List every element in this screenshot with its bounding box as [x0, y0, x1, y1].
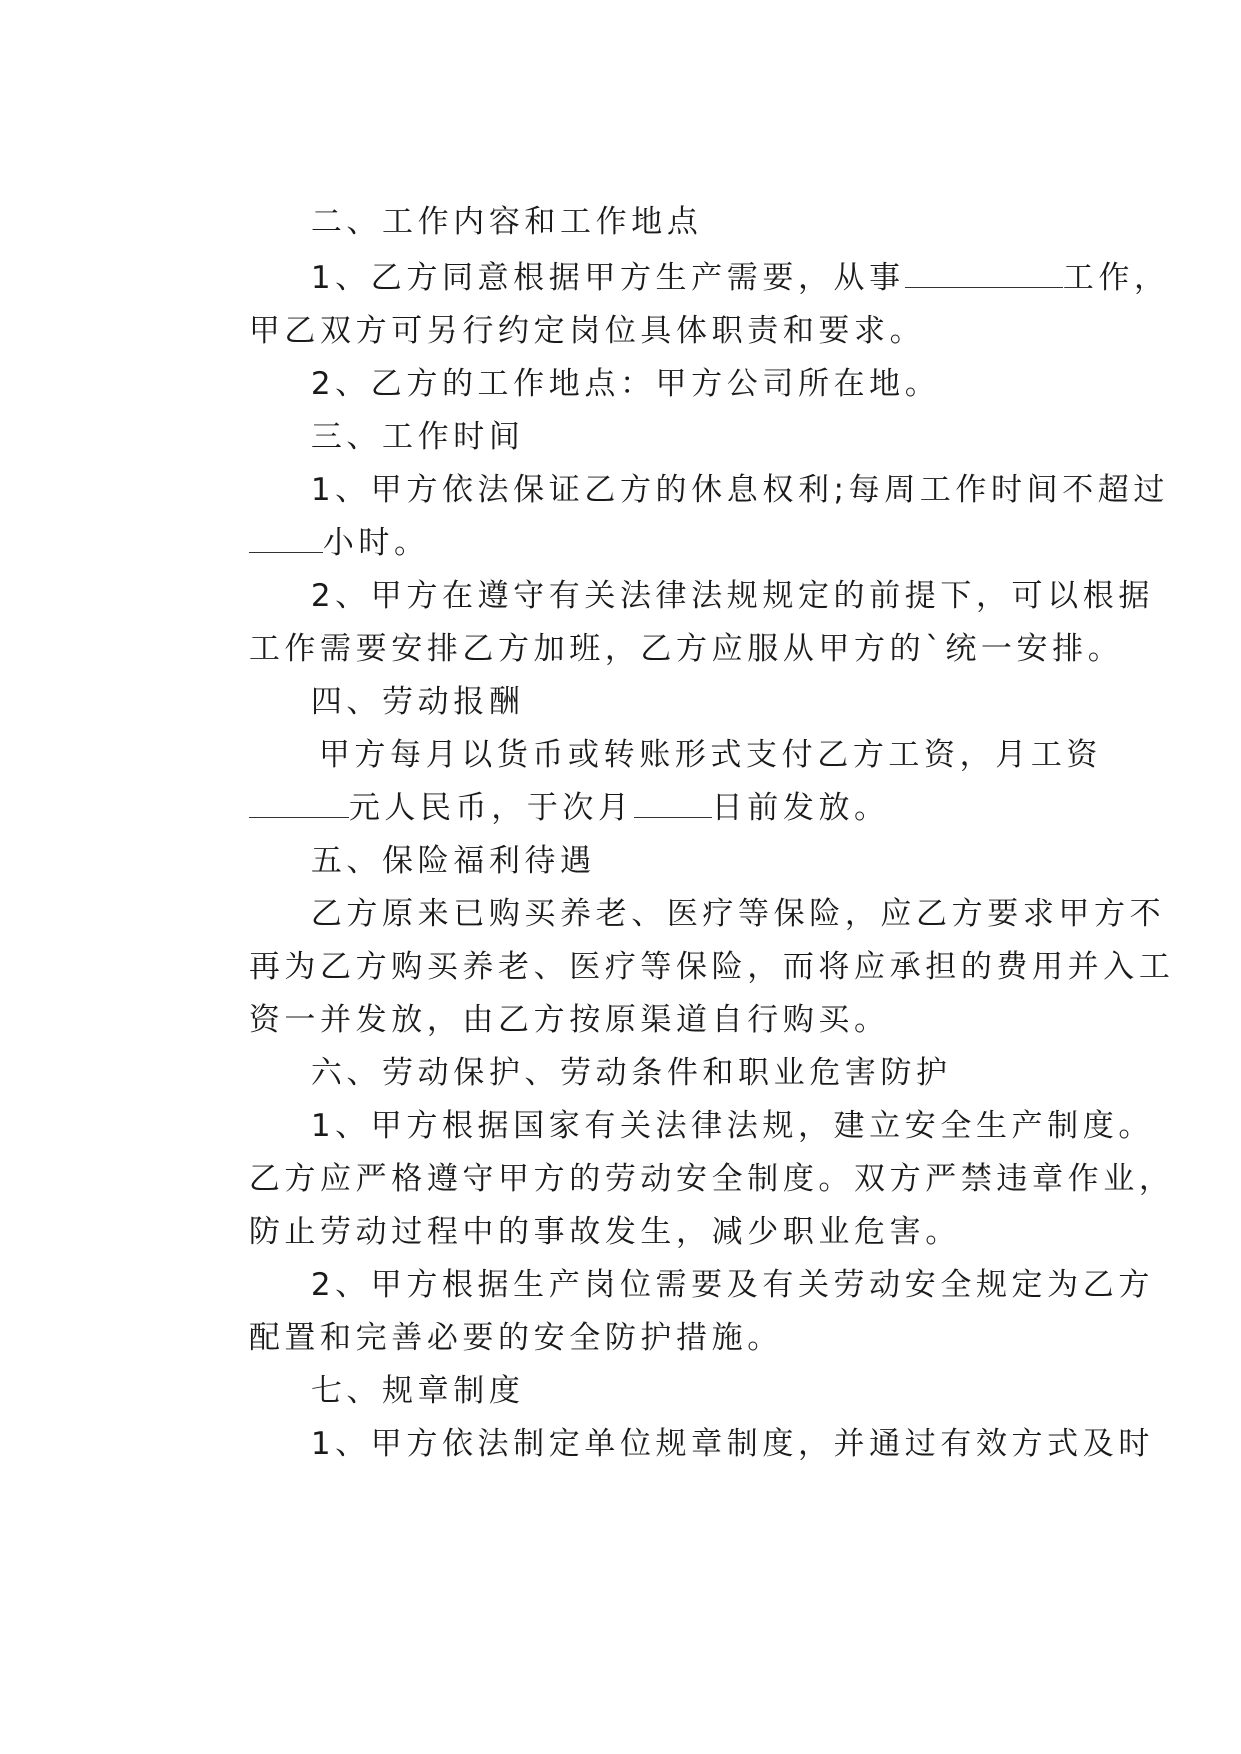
text: 四、劳动报酬	[310, 684, 525, 720]
paragraph-line	[191, 1278, 1051, 1356]
text: 防止劳动过程中的事故发生，减少职业危害。	[248, 1214, 961, 1250]
text: 1、甲方依法保证乙方的休息权利;每周工作时间不超过	[310, 472, 1169, 508]
paragraph-line	[191, 271, 1051, 349]
text: 甲乙双方可另行约定岗位具体职责和要求。	[248, 313, 926, 349]
paragraph-line	[253, 324, 1113, 402]
section-heading-remuneration	[253, 642, 1113, 720]
text: 资一并发放，由乙方按原渠道自行购买。	[248, 1002, 890, 1038]
paragraph-line	[253, 536, 1154, 614]
section-heading-labor-protection	[253, 1013, 1113, 1091]
paragraph-line	[253, 430, 1169, 508]
text: 小时。	[322, 525, 430, 561]
text: 六、劳动保护、劳动条件和职业危害防护	[310, 1055, 952, 1091]
text: 乙方应严格遵守甲方的劳动安全制度。双方严禁违章作业，	[248, 1161, 1175, 1197]
paragraph-line	[191, 960, 1051, 1038]
text: 七、规章制度	[310, 1373, 525, 1409]
paragraph-line	[253, 1384, 1154, 1462]
text: 三、工作时间	[310, 419, 525, 455]
text: 2、甲方根据生产岗位需要及有关劳动安全规定为乙方	[310, 1267, 1154, 1303]
text: 再为乙方购买养老、医疗等保险，而将应承担的费用并入工	[248, 949, 1175, 985]
section-heading-insurance	[253, 801, 1113, 879]
text: 工作，	[1062, 260, 1170, 296]
text: 工作需要安排乙方加班，乙方应服从甲方的`统一安排。	[248, 631, 1124, 667]
text: 配置和完善必要的安全防护措施。	[248, 1320, 783, 1356]
section-heading-rules	[253, 1331, 1113, 1409]
text: 2、甲方在遵守有关法律法规规定的前提下，可以根据	[310, 578, 1154, 614]
text: 二、工作内容和工作地点	[310, 204, 703, 240]
paragraph-line	[261, 695, 1121, 773]
paragraph-line	[253, 1225, 1154, 1303]
text: 五、保险福利待遇	[310, 843, 596, 879]
text: 1、甲方根据国家有关法律法规，建立安全生产制度。	[310, 1108, 1154, 1144]
text: 1、甲方依法制定单位规章制度，并通过有效方式及时	[310, 1426, 1154, 1462]
text: 元人民币，于次月	[348, 790, 634, 826]
text: 1、乙方同意根据甲方生产需要，从事	[310, 260, 905, 296]
paragraph-line	[253, 218, 1170, 296]
paragraph-line	[253, 1066, 1154, 1144]
text: 日前发放。	[711, 790, 890, 826]
section-heading-work-content	[253, 162, 1113, 240]
text: 2、乙方的工作地点：甲方公司所在地。	[310, 366, 941, 402]
text: 甲方每月以货币或转账形式支付乙方工资，月工资	[318, 737, 1103, 773]
paragraph-line	[191, 1119, 1175, 1197]
section-heading-work-time	[253, 377, 1113, 455]
paragraph-line	[191, 907, 1175, 985]
text: 乙方原来已购买养老、医疗等保险，应乙方要求甲方不	[310, 896, 1166, 932]
paragraph-line	[253, 854, 1166, 932]
paragraph-line	[191, 483, 1051, 561]
paragraph-line	[191, 1172, 1051, 1250]
paragraph-line	[191, 748, 1051, 826]
paragraph-line	[191, 589, 1124, 667]
